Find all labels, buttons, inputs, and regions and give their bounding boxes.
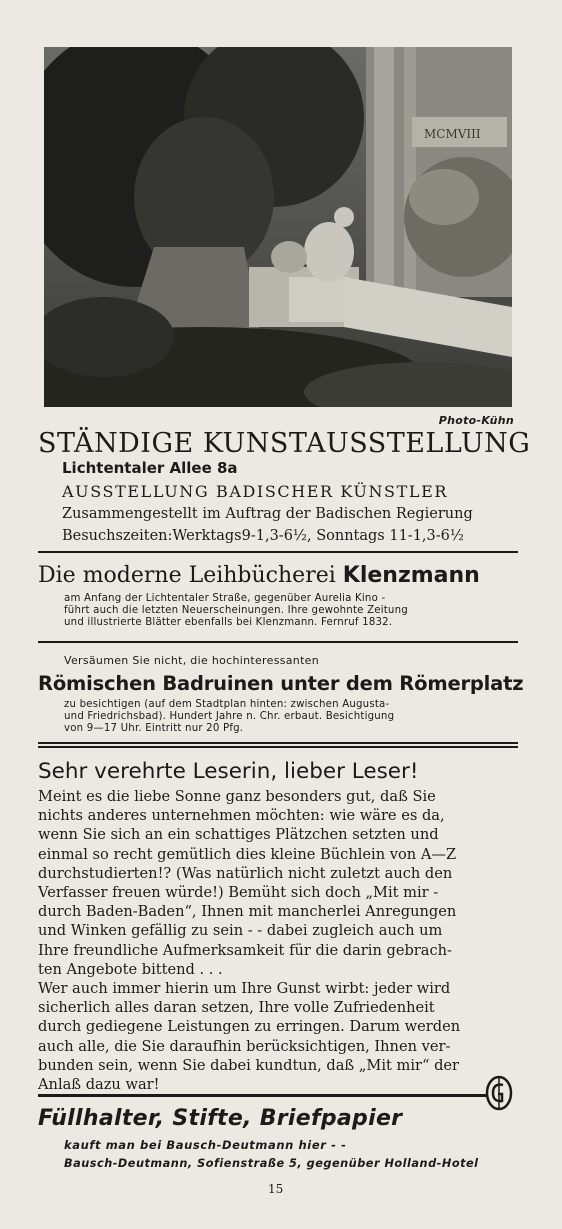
bausch-deutmann-logo-icon	[485, 1074, 513, 1112]
letter-line: bunden sein, wenn Sie dabei kundtun, daß „Mit mir“ der	[38, 1056, 460, 1074]
letter-line: durch gediegene Leistungen zu erringen. Darum werden	[38, 1018, 461, 1036]
letter-line: sicherlich alles daran setzen, Ihre volle Zufriedenheit	[38, 999, 435, 1017]
letter-body	[38, 787, 520, 1094]
letter-title: Sehr verehrte Leserin, lieber Leser!	[38, 759, 419, 784]
letter-line: durch Baden-Baden“, Ihnen mit mancherlei Anregungen	[38, 903, 457, 921]
ruins-line: und Friedrichsbad). Hundert Jahre n. Chr. erbaut. Besichtigung	[64, 711, 395, 722]
ad-line-2: Bausch-Deutmann, Sofienstraße 5, gegenüber Holland-Hotel	[64, 1157, 479, 1170]
letter-line: ten Angebote bittend . . .	[38, 960, 223, 978]
park-sculpture-photo	[44, 47, 512, 407]
library-title	[38, 563, 480, 588]
ruins-lead: Versäumen Sie nicht, die hochinteressanten	[64, 654, 320, 667]
letter-line: wenn Sie sich an ein schattiges Plätzchen setzten und	[38, 826, 439, 844]
letter-line: Meint es die liebe Sonne ganz besonders gut, daß Sie	[38, 788, 436, 805]
divider	[38, 742, 518, 744]
letter-line: und Winken gefällig zu sein - - dabei zugleich auch um	[38, 922, 443, 940]
letter-line: Wer auch immer hierin um Ihre Gunst wirbt: jeder wird	[38, 980, 451, 998]
exhibition-hours: Besuchszeiten:Werktags9-1,3-6½, Sonntags 11-1,3-6½	[62, 528, 464, 544]
library-line: am Anfang der Lichtentaler Straße, gegenüber Aurelia Kino -	[64, 593, 386, 604]
library-line: und illustrierte Blätter ebenfalls bei Klenzmann. Fernruf 1832.	[64, 617, 393, 628]
divider	[38, 551, 518, 553]
exhibition-commission: Zusammengestellt im Auftrag der Badischen Regierung	[62, 506, 473, 522]
exhibition-address: Lichtentaler Allee 8a	[62, 459, 238, 477]
library-text	[64, 593, 522, 629]
photo-credit: Photo-Kühn	[438, 414, 514, 427]
letter-line: Ihre freundliche Aufmerksamkeit für die darin gebrach-	[38, 941, 452, 959]
ruins-title: Römischen Badruinen unter dem Römerplatz	[38, 672, 524, 695]
building-inscription: MCMVIII	[424, 127, 481, 141]
ruins-line: von 9—17 Uhr. Eintritt nur 20 Pfg.	[64, 723, 244, 734]
exhibition-title: STÄNDIGE KUNSTAUSSTELLUNG	[38, 428, 531, 459]
letter-line: Verfasser freuen würde!) Bemüht sich doch „Mit mir -	[38, 884, 439, 902]
library-title-name: Klenzmann	[342, 563, 480, 588]
letter-line: nichts anderes unternehmen möchten: wie wäre es da,	[38, 807, 445, 825]
divider	[38, 746, 518, 748]
letter-line: einmal so recht gemütlich dies kleine Büchlein von A—Z	[38, 845, 457, 863]
divider	[38, 1094, 486, 1097]
divider	[38, 641, 518, 643]
letter-line: Anlaß dazu war!	[38, 1076, 160, 1094]
ruins-line: zu besichtigen (auf dem Stadtplan hinten: zwischen Augusta-	[64, 699, 390, 710]
exhibition-subtitle: AUSSTELLUNG BADISCHER KÜNSTLER	[62, 482, 449, 501]
page-number: 15	[268, 1182, 284, 1196]
ad-title: Füllhalter, Stifte, Briefpapier	[38, 1106, 403, 1131]
ad-line-1: kauft man bei Bausch-Deutmann hier - -	[64, 1138, 347, 1152]
library-line: führt auch die letzten Neuerscheinungen. Ihre gewohnte Zeitung	[64, 605, 408, 616]
letter-line: auch alle, die Sie daraufhin berücksichtigen, Ihnen ver-	[38, 1037, 451, 1055]
ruins-text	[64, 699, 522, 735]
letter-line: durchstudierten!? (Was natürlich nicht zuletzt auch den	[38, 864, 453, 882]
library-title-prefix: Die moderne Leihbücherei	[38, 563, 336, 588]
